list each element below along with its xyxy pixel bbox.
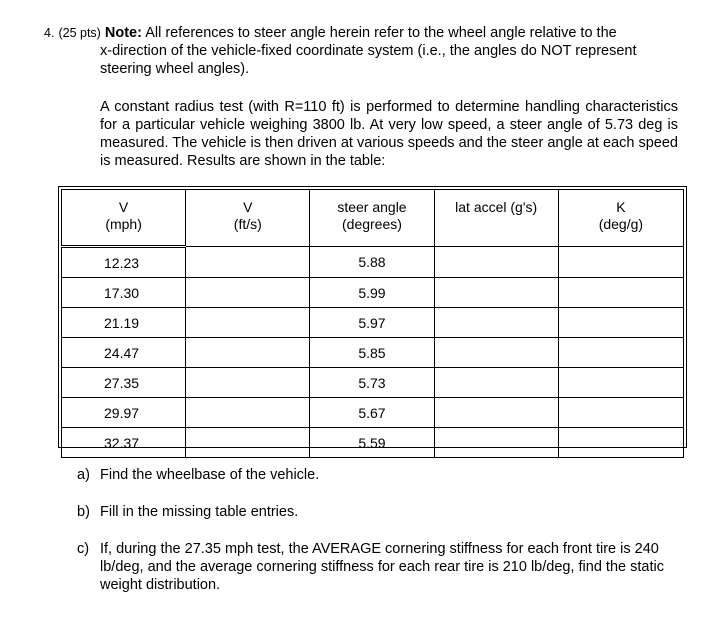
part-c-text: If, during the 27.35 mph test, the AVERAGE cornering stiffness for each front tire is 240 lb/deg, and the average cornering stiffness for each rear tire is 210 lb/deg, find the static weight distribution. xyxy=(100,541,664,593)
cell-v-mph: 17.30 xyxy=(62,278,186,308)
header-v-mph xyxy=(62,190,186,247)
cell-v-fts xyxy=(186,308,310,338)
header-lat-line1: lat accel (g's) xyxy=(455,199,538,215)
question-parts xyxy=(77,466,687,594)
cell-v-fts xyxy=(186,368,310,398)
cell-k xyxy=(558,308,683,338)
header-k-line2: (deg/g) xyxy=(598,216,644,232)
cell-steer: 5.67 xyxy=(310,398,434,428)
cell-lat xyxy=(434,338,558,368)
cell-steer: 5.99 xyxy=(310,278,434,308)
cell-k xyxy=(558,278,683,308)
part-c-label: c) xyxy=(77,541,90,557)
header-v-fts-line1: V xyxy=(243,199,253,215)
cell-v-fts xyxy=(186,428,310,458)
question-header xyxy=(44,24,686,42)
cell-v-fts xyxy=(186,398,310,428)
table-row xyxy=(62,368,684,398)
cell-lat xyxy=(434,368,558,398)
header-steer-line2: (degrees) xyxy=(342,216,402,232)
part-a xyxy=(77,466,687,484)
cell-v-mph: 24.47 xyxy=(62,338,186,368)
table-row xyxy=(62,278,684,308)
table-row xyxy=(62,398,684,428)
question-points: (25 pts) xyxy=(58,26,101,40)
table-row xyxy=(62,428,684,458)
part-a-text: Find the wheelbase of the vehicle. xyxy=(100,467,320,483)
table-row xyxy=(62,247,684,278)
question-number: 4. xyxy=(44,26,55,40)
table-row xyxy=(62,308,684,338)
cell-lat xyxy=(434,398,558,428)
header-v-fts-line2: (ft/s) xyxy=(233,216,262,232)
cell-v-mph: 32.37 xyxy=(62,428,186,458)
cell-steer: 5.73 xyxy=(310,368,434,398)
table-row xyxy=(62,338,684,368)
header-v-mph-line1: V xyxy=(118,199,129,215)
cell-v-mph: 27.35 xyxy=(62,368,186,398)
part-b-text: Fill in the missing table entries. xyxy=(100,504,299,520)
header-v-fts xyxy=(186,190,310,247)
header-v-mph-line2: (mph) xyxy=(105,216,142,232)
cell-lat xyxy=(434,308,558,338)
cell-k xyxy=(558,247,683,278)
cell-steer: 5.88 xyxy=(310,247,434,278)
note-continued: x-direction of the vehicle-fixed coordinate system (i.e., the angles do NOT represent steering wheel angles). xyxy=(100,43,637,77)
cell-v-mph: 29.97 xyxy=(62,398,186,428)
part-b xyxy=(77,503,687,521)
cell-v-mph: 12.23 xyxy=(62,247,186,278)
cell-k xyxy=(558,428,683,458)
note-first-line: All references to steer angle herein refer to the wheel angle relative to the xyxy=(145,25,617,41)
cell-steer: 5.59 xyxy=(310,428,434,458)
cell-lat xyxy=(434,428,558,458)
cell-steer: 5.97 xyxy=(310,308,434,338)
table-header-row xyxy=(62,190,684,247)
part-c xyxy=(77,540,687,594)
cell-lat xyxy=(434,247,558,278)
part-b-label: b) xyxy=(77,504,90,520)
header-steer-angle xyxy=(310,190,434,247)
cell-lat xyxy=(434,278,558,308)
header-k-line1: K xyxy=(616,199,626,215)
header-steer-line1: steer angle xyxy=(337,199,407,215)
cell-steer: 5.85 xyxy=(310,338,434,368)
cell-k xyxy=(558,368,683,398)
cell-k xyxy=(558,338,683,368)
cell-v-mph: 21.19 xyxy=(62,308,186,338)
header-lat-accel xyxy=(434,190,558,247)
part-a-label: a) xyxy=(77,467,90,483)
results-table xyxy=(61,189,684,458)
cell-v-fts xyxy=(186,247,310,278)
cell-v-fts xyxy=(186,338,310,368)
cell-v-fts xyxy=(186,278,310,308)
results-table-frame xyxy=(58,186,687,451)
problem-paragraph: A constant radius test (with R=110 ft) is performed to determine handling characteristics for a particular vehicle weighing 3800 lb. At very low speed, a steer angle of 5.73 deg is measured. The vehicle is then driven at various speeds and the steer angle at each speed is measured. Results are shown in the table: xyxy=(100,99,678,169)
note-label: Note: xyxy=(104,25,142,41)
cell-k xyxy=(558,398,683,428)
header-k xyxy=(558,190,683,247)
